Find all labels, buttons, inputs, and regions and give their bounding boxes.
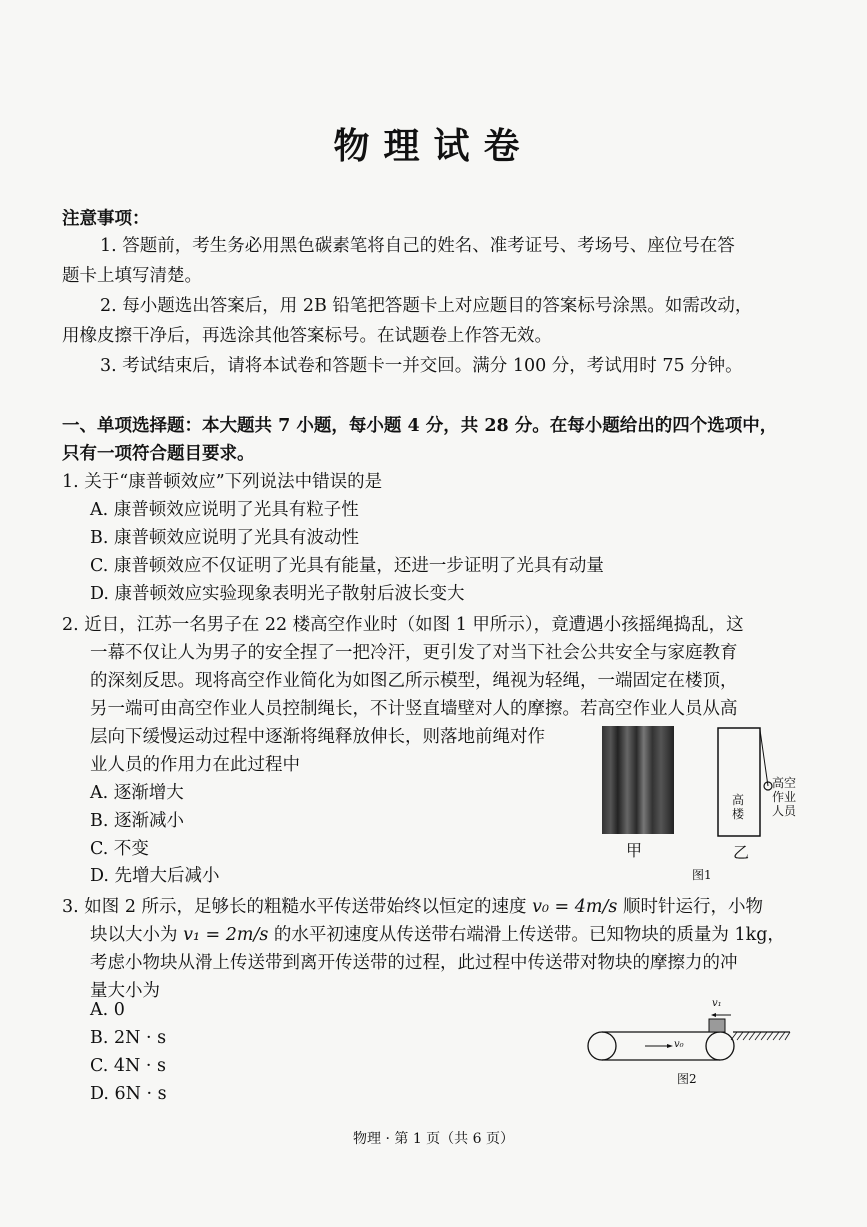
block — [709, 1019, 725, 1032]
section-heading: 一、单项选择题：本大题共 7 小题，每小题 4 分，共 28 分。在每小题给出的四个选项中， — [62, 416, 778, 436]
question-2-option-b: B. 逐渐减小 — [90, 811, 184, 831]
question-3-stem: 3. 如图 2 所示，足够长的粗糙水平传送带始终以恒定的速度 v₀ = 4m/s 顺时针运行，小物 — [62, 897, 763, 917]
v0-arrowhead — [667, 1044, 673, 1048]
question-3-option-c: C. 4N · s — [90, 1056, 167, 1076]
figure-2-v1-label: v₁ — [712, 998, 722, 1009]
question-2-stem-line2: 一幕不仅让人为男子的安全捏了一把冷汗，更引发了对当下社会公共安全与家庭教育 — [90, 643, 738, 663]
question-3-stem-line2: 块以大小为 v₁ = 2m/s 的水平初速度从传送带右端滑上传送带。已知物块的质量为 1kg， — [90, 925, 785, 945]
notice-item-1-cont: 题卡上填写清楚。 — [62, 266, 202, 286]
figure-1-photo — [602, 726, 674, 834]
left-roller — [588, 1032, 616, 1060]
question-2-stem-line6: 业人员的作用力在此过程中 — [90, 755, 300, 775]
question-1-option-c: C. 康普顿效应不仅证明了光具有能量，还进一步证明了光具有动量 — [90, 556, 604, 576]
question-2-stem-line4: 另一端可由高空作业人员控制绳长，不计竖直墙壁对人的摩擦。若高空作业人员从高 — [90, 699, 738, 719]
right-roller — [706, 1032, 734, 1060]
question-2-option-d: D. 先增大后减小 — [90, 866, 220, 886]
page-footer: 物理 · 第 1 页（共 6 页） — [353, 1131, 514, 1147]
figure-1-jia-label: 甲 — [626, 841, 643, 860]
question-2-option-a: A. 逐渐增大 — [90, 783, 184, 803]
notice-item-3: 3. 考试结束后，请将本试卷和答题卡一并交回。满分 100 分，考试用时 75 分钟。 — [100, 356, 743, 376]
page-title: 物理试卷 — [333, 125, 534, 167]
question-1-stem: 1. 关于“康普顿效应”下列说法中错误的是 — [62, 472, 383, 492]
notice-item-1: 1. 答题前，考生务必用黑色碳素笔将自己的姓名、准考证号、考场号、座位号在答 — [100, 236, 735, 256]
figure-1-worker-label-1: 高空 — [772, 776, 797, 790]
question-2-option-c: C. 不变 — [90, 839, 149, 859]
question-1-option-d: D. 康普顿效应实验现象表明光子散射后波长变大 — [90, 584, 465, 604]
question-2-stem-line5: 层向下缓慢运动过程中逐渐将绳释放伸长，则落地前绳对作 — [90, 727, 545, 747]
figure-1-worker-label-2: 作业 — [772, 790, 797, 804]
notice-item-2: 2. 每小题选出答案后，用 2B 铅笔把答题卡上对应题目的答案标号涂黑。如需改动， — [100, 296, 753, 316]
section-heading-cont: 只有一项符合题目要求。 — [62, 444, 255, 464]
question-2-stem: 2. 近日，江苏一名男子在 22 楼高空作业时（如图 1 甲所示），竟遭遇小孩摇绳捣乱，这 — [62, 615, 744, 635]
figure-2-v0-label: v₀ — [674, 1039, 684, 1050]
figure-1-yi-label: 乙 — [733, 843, 750, 862]
figure-1-caption: 图1 — [692, 868, 712, 882]
v1-arrowhead — [711, 1013, 716, 1017]
notice-item-2-cont: 用橡皮擦干净后，再选涂其他答案标号。在试题卷上作答无效。 — [62, 326, 552, 346]
notice-heading: 注意事项： — [62, 209, 150, 229]
question-1-option-a: A. 康普顿效应说明了光具有粒子性 — [90, 500, 359, 520]
ground-hatch — [731, 1032, 790, 1040]
question-1-option-b: B. 康普顿效应说明了光具有波动性 — [90, 528, 359, 548]
question-3-stem-line4: 量大小为 — [90, 981, 160, 1001]
question-3-option-a: A. 0 — [90, 1000, 125, 1020]
question-3-stem-line3: 考虑小物块从滑上传送带到离开传送带的过程，此过程中传送带对物块的摩擦力的冲 — [90, 953, 738, 973]
figure-2-diagram — [585, 1010, 795, 1065]
question-3-option-b: B. 2N · s — [90, 1028, 167, 1048]
figure-1-building-label: 高楼 — [732, 793, 745, 821]
question-2-stem-line3: 的深刻反思。现将高空作业简化为如图乙所示模型，绳视为轻绳，一端固定在楼顶， — [90, 671, 738, 691]
figure-2-caption: 图2 — [677, 1072, 697, 1086]
question-3-option-d: D. 6N · s — [90, 1084, 167, 1104]
rope-line — [760, 730, 768, 786]
figure-1-worker-label-3: 人员 — [772, 804, 797, 818]
